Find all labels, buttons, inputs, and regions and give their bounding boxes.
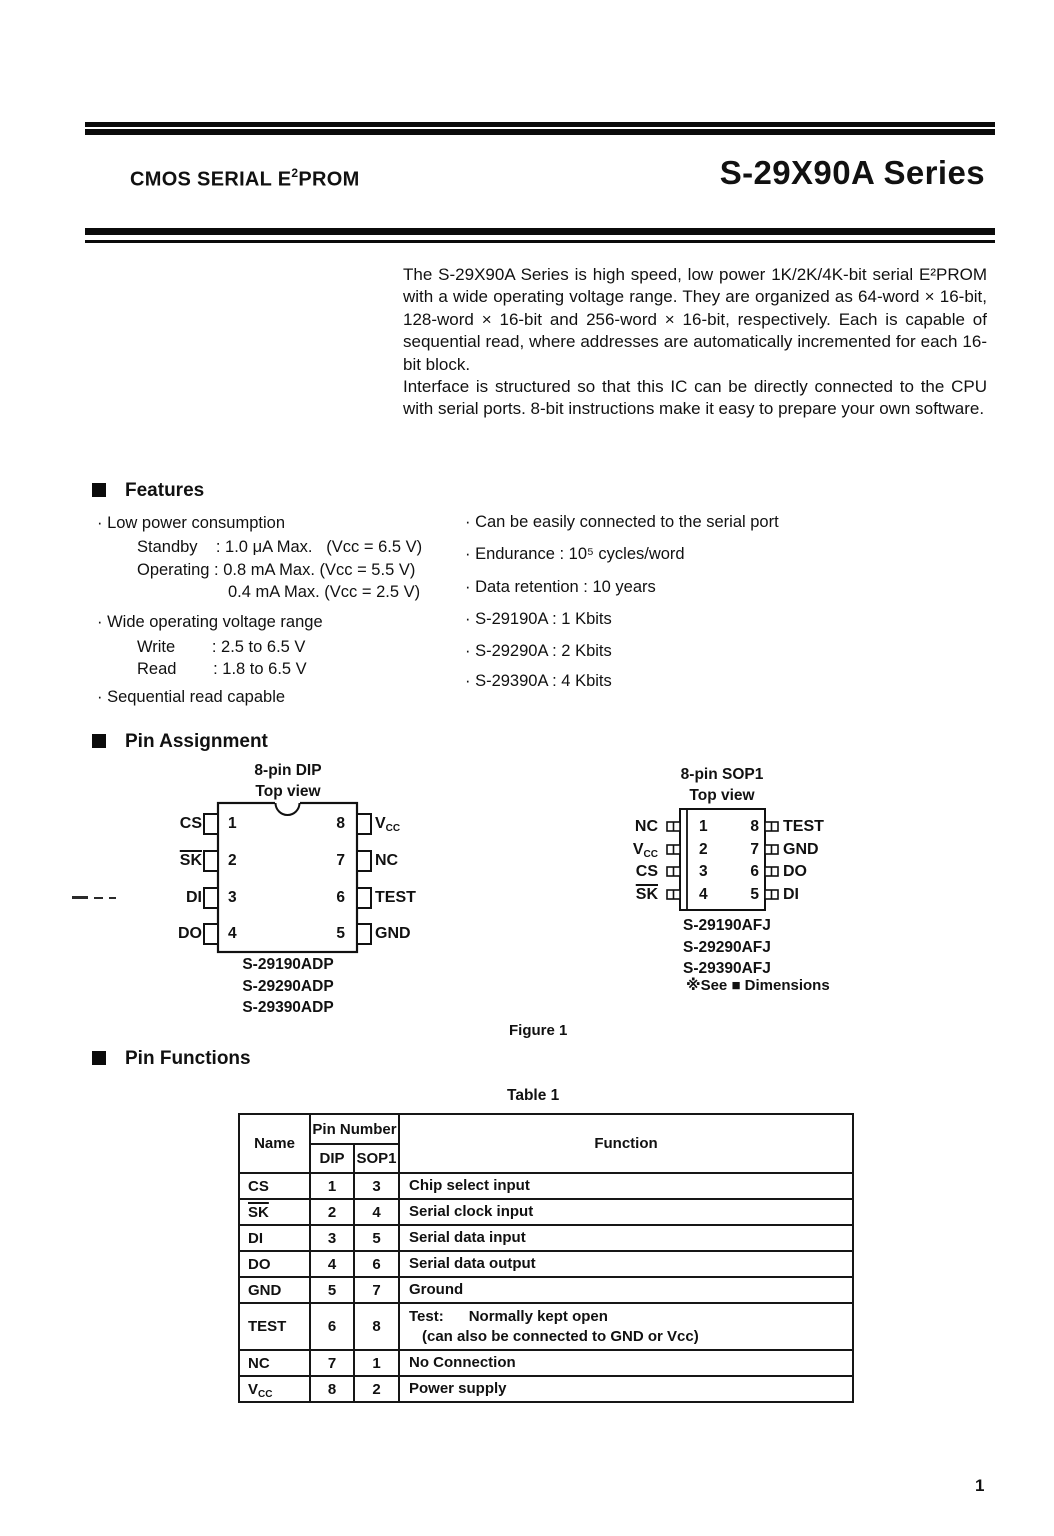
dip-pin-label-text: NC [375, 852, 399, 869]
cell-sop1-number: 7 [354, 1277, 399, 1303]
table-header-row-1 [239, 1114, 853, 1144]
cell-sop1-number: 8 [354, 1303, 399, 1350]
sop-pin-number: 1 [699, 818, 708, 835]
doc-type-prefix: CMOS SERIAL E [130, 168, 292, 191]
sop-pin-label [598, 861, 658, 883]
sop-pin-label-text: V [632, 841, 644, 858]
dip-pin-label [118, 850, 202, 872]
pin-name-text: V [248, 1380, 259, 1398]
dip-pin-label-text: CS [179, 815, 202, 832]
pin-name-subscript: CC [258, 1388, 273, 1400]
cell-pin-name [239, 1376, 310, 1402]
cell-pin-name [239, 1350, 310, 1376]
sop-pin-label-subscript: CC [643, 849, 658, 860]
sop-pin-number: 6 [750, 863, 759, 880]
table-row-sk [239, 1199, 853, 1225]
feature-item-left-4: · Wide operating voltage range [97, 613, 323, 631]
table-row-do [239, 1251, 853, 1277]
sop-pin-label [598, 816, 658, 838]
sop-pin-label [598, 884, 658, 906]
table-row-nc [239, 1350, 853, 1376]
dip-pin-label [118, 813, 202, 835]
pin-name-text: NC [248, 1354, 270, 1372]
cell-dip-number: 4 [310, 1251, 354, 1277]
function-text: Serial data input [409, 1229, 526, 1246]
dip-part-number-0: S-29190ADP [242, 956, 334, 973]
cell-function [399, 1173, 853, 1199]
cell-function [399, 1303, 853, 1350]
pin-functions-heading-row [92, 1048, 251, 1070]
pin-name-text: $\overline{SK}$ [248, 1203, 269, 1221]
section-marker-icon [92, 734, 106, 748]
feature-item-left-0: · Low power consumption [97, 514, 286, 532]
sop-pin-label [783, 884, 799, 906]
sop-dimensions-note: ※See ■ Dimensions [686, 977, 830, 994]
table-row-gnd [239, 1277, 853, 1303]
dip-pin-number: 4 [228, 925, 237, 942]
col-header-name: Name [239, 1114, 310, 1173]
cell-dip-number: 5 [310, 1277, 354, 1303]
cell-function [399, 1376, 853, 1402]
dip-pin-label-text: V [375, 815, 386, 832]
cell-function [399, 1199, 853, 1225]
cell-dip-number: 3 [310, 1225, 354, 1251]
sop-pin-label [783, 839, 819, 861]
feature-item-right-0: · Can be easily connected to the serial port [465, 513, 779, 531]
cell-sop1-number: 1 [354, 1350, 399, 1376]
cell-function [399, 1277, 853, 1303]
scan-artifact-dash [109, 897, 116, 899]
cell-sop1-number: 3 [354, 1173, 399, 1199]
doc-type-suffix: PROM [298, 168, 360, 191]
intro-paragraph-1: The S-29X90A Series is high speed, low power 1K/2K/4K-bit serial E²PROM with a wide operating voltage range. They are organized as 64-word × 16-bit, 128-word × 16-bit and 256-word × 16-bit, respectively. Each is capable of sequential read, where addresses are automatically incremented for each 16-bit block. [403, 265, 987, 374]
pin-name-text: DO [248, 1255, 271, 1273]
features-heading: Features [125, 480, 205, 501]
dip-topview-label: Top view [255, 783, 321, 800]
sop-pin-number: 4 [699, 886, 708, 903]
sop-pin-label [598, 839, 658, 861]
sop-pin-number: 3 [699, 863, 708, 880]
function-text: Chip select input [409, 1177, 530, 1194]
cell-function [399, 1251, 853, 1277]
function-text-line2: (can also be connected to GND or Vcc) [422, 1327, 699, 1345]
pin-functions-heading: Pin Functions [125, 1048, 251, 1069]
function-text: No Connection [409, 1354, 516, 1371]
cell-sop1-number: 5 [354, 1225, 399, 1251]
dip-pin-number: 5 [336, 925, 345, 942]
sop-pin-label [783, 861, 807, 883]
doc-type-superscript: 2 [291, 166, 299, 180]
page-number: 1 [975, 1476, 985, 1495]
dip-pin-number: 8 [336, 815, 345, 832]
feature-item-left-1: Standby : 1.0 μA Max. (Vcc = 6.5 V) [137, 538, 423, 556]
sop-topview-label: Top view [689, 787, 755, 804]
dip-part-number-1: S-29290ADP [242, 977, 334, 995]
sop-part-number-1: S-29290AFJ [683, 938, 771, 956]
header-rule-thick [85, 228, 995, 235]
scan-artifact-dash [72, 896, 88, 899]
table-row-di [239, 1225, 853, 1251]
feature-item-left-6: Read : 1.8 to 6.5 V [137, 660, 307, 678]
top-rule-upper [85, 122, 995, 127]
pin-name-text: TEST [248, 1318, 287, 1335]
sop-pin-label-text: DI [783, 886, 799, 903]
sop-pin-number: 2 [699, 841, 708, 858]
cell-sop1-number: 4 [354, 1199, 399, 1225]
pin-name-text: GND [248, 1281, 282, 1299]
feature-item-left-3: 0.4 mA Max. (Vcc = 2.5 V) [228, 583, 421, 601]
sop-part-numbers [683, 915, 771, 980]
table-row-test [239, 1303, 853, 1350]
cell-pin-name [239, 1199, 310, 1225]
dip-pin-label-text: TEST [375, 889, 416, 906]
sop-part-number-0: S-29190AFJ [683, 917, 771, 934]
dip-part-numbers [206, 954, 370, 1019]
header-rule-thin [85, 240, 995, 243]
pin-name-text: DI [248, 1229, 263, 1247]
sop-pin-label-text: TEST [783, 818, 824, 835]
dip-pin-number: 7 [336, 852, 345, 869]
feature-item-right-1: · Endurance : 10⁵ cycles/word [465, 545, 685, 563]
cell-dip-number: 6 [310, 1303, 354, 1350]
dip-title: 8-pin DIP [254, 762, 322, 779]
sop-pin-label-text: DO [783, 863, 807, 880]
pin-assignment-heading-row [92, 731, 268, 753]
pin-functions-table [238, 1113, 854, 1403]
dip-pin-label-text: DO [178, 925, 202, 942]
feature-item-left-7: · Sequential read capable [97, 688, 286, 706]
sop-pin-label-text: NC [634, 818, 658, 835]
cell-pin-name [239, 1225, 310, 1251]
col-header-pin-number: Pin Number [310, 1114, 399, 1144]
cell-dip-number: 8 [310, 1376, 354, 1402]
dip-pin-number: 2 [228, 852, 237, 869]
dip-pin-label-text: $\overline{SK}$ [179, 852, 202, 869]
function-text: Power supply [409, 1380, 507, 1397]
scan-artifact-dash [94, 897, 103, 899]
section-marker-icon [92, 1051, 106, 1065]
figure-caption: Figure 1 [509, 1022, 568, 1039]
dip-pin-label [375, 887, 416, 909]
dip-pin-label [375, 923, 411, 945]
dip-pin-number: 6 [336, 889, 345, 906]
cell-dip-number: 1 [310, 1173, 354, 1199]
series-title: S-29X90A Series [719, 154, 985, 191]
sop-pin-label-text: CS [635, 863, 658, 880]
sop-pin-number: 8 [750, 818, 759, 835]
cell-sop1-number: 6 [354, 1251, 399, 1277]
section-marker-icon [92, 483, 106, 497]
cell-dip-number: 7 [310, 1350, 354, 1376]
table-caption: Table 1 [507, 1087, 560, 1104]
feature-item-left-5: Write : 2.5 to 6.5 V [137, 638, 306, 656]
dip-pin-label [118, 887, 202, 909]
cell-sop1-number: 2 [354, 1376, 399, 1402]
sop-title: 8-pin SOP1 [680, 766, 764, 783]
cell-pin-name [239, 1173, 310, 1199]
feature-item-right-3: · S-29190A : 1 Kbits [465, 610, 612, 628]
cell-function [399, 1225, 853, 1251]
dip-pin-label [375, 813, 400, 835]
features-heading-row [92, 480, 204, 502]
sop-pin-label [783, 816, 824, 838]
sop-pin-label-text: GND [783, 841, 819, 858]
intro-block [403, 264, 987, 421]
function-text: Ground [409, 1281, 464, 1298]
function-text: Serial data output [409, 1255, 536, 1272]
sop-pin-label-text: $\overline{SK}$ [635, 886, 658, 903]
intro-paragraph-2: Interface is structured so that this IC can be directly connected to the CPU with serial ports. 8-bit instructions make it easy to prepare your own software. [403, 377, 987, 419]
dip-pin-label-text: DI [186, 889, 202, 906]
pin-assignment-heading: Pin Assignment [125, 731, 268, 752]
dip-pin-number: 3 [228, 889, 237, 906]
dip-pin-number: 1 [228, 815, 237, 832]
sop-package-outline [655, 800, 790, 918]
col-header-sop1: SOP1 [354, 1144, 399, 1173]
cell-pin-name [239, 1303, 310, 1350]
feature-item-right-4: · S-29290A : 2 Kbits [465, 642, 612, 660]
table-row-vcc [239, 1376, 853, 1402]
cell-pin-name [239, 1277, 310, 1303]
dip-part-number-2: S-29390ADP [242, 999, 334, 1016]
cell-pin-name [239, 1251, 310, 1277]
dip-package-outline [198, 795, 378, 967]
feature-item-right-5: · S-29390A : 4 Kbits [465, 672, 612, 690]
cell-function [399, 1350, 853, 1376]
pin-name-text: CS [248, 1177, 269, 1195]
feature-item-left-2: Operating : 0.8 mA Max. (Vcc = 5.5 V) [137, 561, 416, 579]
cell-dip-number: 2 [310, 1199, 354, 1225]
dip-pin-label [375, 850, 398, 872]
sop-pin-number: 5 [750, 886, 759, 903]
col-header-function: Function [399, 1114, 853, 1173]
dip-pin-label-subscript: CC [385, 823, 401, 834]
feature-item-right-2: · Data retention : 10 years [465, 578, 656, 596]
function-text: Serial clock input [409, 1203, 534, 1220]
dip-pin-label-text: GND [375, 925, 411, 942]
sop-part-number-2: S-29390AFJ [683, 960, 771, 977]
col-header-dip: DIP [310, 1144, 354, 1173]
table-row-cs [239, 1173, 853, 1199]
function-text: Test: Normally kept open [409, 1307, 608, 1325]
dip-pin-label [118, 923, 202, 945]
top-rule-lower [85, 129, 995, 135]
sop-pin-number: 7 [750, 841, 759, 858]
